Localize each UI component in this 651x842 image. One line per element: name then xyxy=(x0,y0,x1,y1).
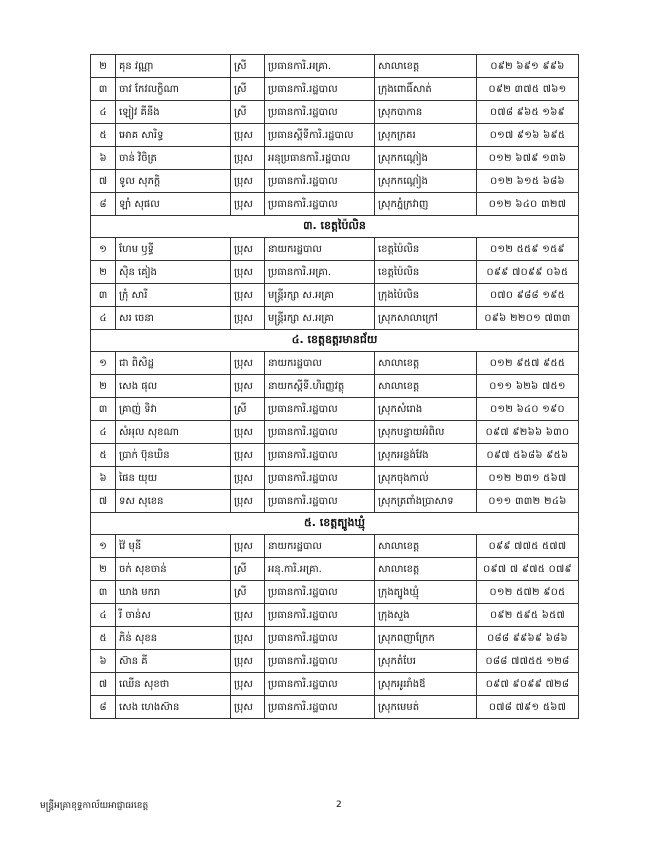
table-row xyxy=(91,307,579,330)
official-gender: ប្រុស xyxy=(231,421,265,444)
official-phone: ០១២ ៦១៥ ៦៨៦ xyxy=(477,170,579,193)
official-location: ស្រុកពញាក្រែក xyxy=(375,627,477,650)
official-position: ប្រធានការិ.រដ្ឋបាល xyxy=(265,581,375,604)
official-gender: ស្រី xyxy=(231,581,265,604)
official-gender: ប្រុស xyxy=(231,673,265,696)
official-location: ស្រុកសាលាក្រៅ xyxy=(375,307,477,330)
official-position: ប្រធានការិ.រដ្ឋបាល xyxy=(265,604,375,627)
officials-table-body xyxy=(91,55,579,719)
row-number: ៨ xyxy=(91,193,116,216)
official-location: ស្រុកបាកាន xyxy=(375,101,477,124)
official-phone: ០៧០ ៩៨៨ ១៩៥ xyxy=(477,284,579,307)
official-gender: ប្រុស xyxy=(231,307,265,330)
row-number: ៥ xyxy=(91,627,116,650)
official-position: មន្ត្រីរក្សា ស.អគ្រា xyxy=(265,307,375,330)
row-number: ៦ xyxy=(91,467,116,490)
official-phone: ០៩៧ ៩០៩៩ ៧២៨ xyxy=(477,673,579,696)
official-name: ឃាង មករា xyxy=(116,581,231,604)
official-gender: ប្រុស xyxy=(231,490,265,513)
official-position: ប្រធានការិ.រដ្ឋបាល xyxy=(265,650,375,673)
official-position: អនុប្រធានការិ.រដ្ឋបាល xyxy=(265,147,375,170)
official-name: សេង ហេងស៊ាន xyxy=(116,696,231,719)
official-name: ឡាំ សុផល xyxy=(116,193,231,216)
table-row xyxy=(91,124,579,147)
official-position: ប្រធានការិ.រដ្ឋបាល xyxy=(265,467,375,490)
table-row xyxy=(91,375,579,398)
official-position: ប្រធានការិ.រដ្ឋបាល xyxy=(265,101,375,124)
official-location: សាលាខេត្ត xyxy=(375,558,477,581)
table-row xyxy=(91,535,579,558)
official-location: ស្រុកកណ្តៀង xyxy=(375,147,477,170)
official-position: នាយករដ្ឋបាល xyxy=(265,535,375,558)
official-location: សាលាខេត្ត xyxy=(375,375,477,398)
official-phone: ០៩២ ៥៩៥ ៦៥៧ xyxy=(477,604,579,627)
official-gender: ប្រុស xyxy=(231,170,265,193)
official-gender: ប្រុស xyxy=(231,193,265,216)
official-phone: ០១២ ២៣១ ៥៦៧ xyxy=(477,467,579,490)
official-location: សាលាខេត្ត xyxy=(375,55,477,78)
page-footer xyxy=(40,800,611,816)
row-number: ១ xyxy=(91,535,116,558)
row-number: ២ xyxy=(91,261,116,284)
official-name: អោគ សារិទ្ធ xyxy=(116,124,231,147)
official-position: ប្រធានការិ.រដ្ឋបាល xyxy=(265,170,375,193)
official-name: សេង ផុល xyxy=(116,375,231,398)
official-location: ស្រុកក្រគរ xyxy=(375,124,477,147)
official-position: នាយករដ្ឋបាល xyxy=(265,352,375,375)
official-position: ប្រធានការិ.រដ្ឋបាល xyxy=(265,78,375,101)
row-number: ៧ xyxy=(91,673,116,696)
official-gender: ប្រុស xyxy=(231,238,265,261)
province-section-title: ៣. ខេត្តប៉ៃលិន xyxy=(91,216,579,238)
row-number: ៦ xyxy=(91,650,116,673)
official-phone: ០១២ ៦៧៩ ១៣៦ xyxy=(477,147,579,170)
official-name: សំអុល សុខណា xyxy=(116,421,231,444)
official-name: ចក់ សុខចាន់ xyxy=(116,558,231,581)
official-position: ប្រធានស្តីទីការិ.រដ្ឋបាល xyxy=(265,124,375,147)
row-number: ៥ xyxy=(91,124,116,147)
table-row xyxy=(91,170,579,193)
official-position: ប្រធានការិ.រដ្ឋបាល xyxy=(265,673,375,696)
official-position: ប្រធានការិ.រដ្ឋបាល xyxy=(265,398,375,421)
official-phone: ០៩៩ ៧០៩៩ ០៦៥ xyxy=(477,261,579,284)
official-phone: ០៩៧ ៥៦៨៦ ៩៥៦ xyxy=(477,444,579,467)
official-location: ក្រុងពោធិ៍សាត់ xyxy=(375,78,477,101)
official-name: គ្រាញ់ ទិវា xyxy=(116,398,231,421)
table-row xyxy=(91,673,579,696)
official-name: សរ ចេនា xyxy=(116,307,231,330)
official-name: ជា ពិសិដ្ឋ xyxy=(116,352,231,375)
table-row xyxy=(91,604,579,627)
table-row xyxy=(91,696,579,719)
official-name: ចាន់ វិចិត្រ xyxy=(116,147,231,170)
official-name: ស៊ិន គៀង xyxy=(116,261,231,284)
province-section-header xyxy=(91,513,579,535)
official-name: វ៉ៃ មុនី xyxy=(116,535,231,558)
row-number: ៤ xyxy=(91,604,116,627)
official-phone: ០៧៨ ៧៩១ ៥៦៧ xyxy=(477,696,579,719)
row-number: ៧ xyxy=(91,170,116,193)
official-name: ហែម ឫទ្ធី xyxy=(116,238,231,261)
official-gender: ប្រុស xyxy=(231,147,265,170)
official-location: ស្រុកអូររាំងឪ xyxy=(375,673,477,696)
official-position: ប្រធានការិ.រដ្ឋបាល xyxy=(265,444,375,467)
row-number: ៤ xyxy=(91,307,116,330)
official-location: ស្រុកកណ្ដៀង xyxy=(375,170,477,193)
official-position: ប្រធានការិ.អគ្រា. xyxy=(265,261,375,284)
official-position: នាយករដ្ឋបាល xyxy=(265,238,375,261)
official-position: ប្រធានការិ.រដ្ឋបាល xyxy=(265,490,375,513)
official-name: ក្រុំ សារី xyxy=(116,284,231,307)
official-phone: ០៩៧ ៩២៦៦ ៦៣០ xyxy=(477,421,579,444)
official-phone: ០៩៩ ៧៧៥ ៥៧៧ xyxy=(477,535,579,558)
official-gender: ប្រុស xyxy=(231,284,265,307)
official-name: រី ចាន់ស xyxy=(116,604,231,627)
table-row xyxy=(91,352,579,375)
official-position: ប្រធានការិ.អគ្រា. xyxy=(265,55,375,78)
official-location: ក្រុងប៉ៃលិន xyxy=(375,284,477,307)
official-phone: ០១២ ៦៤០ ១៩០ xyxy=(477,398,579,421)
official-position: អនុ.ការិ.អគ្រា. xyxy=(265,558,375,581)
official-location: ស្រុកអន្លង់វែង xyxy=(375,444,477,467)
row-number: ៣ xyxy=(91,284,116,307)
province-section-header xyxy=(91,216,579,238)
official-phone: ០១១ ៣៣២ ២៤៦ xyxy=(477,490,579,513)
table-row xyxy=(91,147,579,170)
row-number: ៥ xyxy=(91,444,116,467)
official-phone: ០៩៧ ៧ ៩៧៥ ០៧៩ xyxy=(477,558,579,581)
official-phone: ០៩២ ៣៧៥ ៧៦១ xyxy=(477,78,579,101)
official-gender: ប្រុស xyxy=(231,650,265,673)
official-location: ក្រុងត្បូងឃ្មុំ xyxy=(375,581,477,604)
official-gender: ប្រុស xyxy=(231,352,265,375)
official-phone: ០៩៦ ២២០១ ៧៣៣ xyxy=(477,307,579,330)
official-gender: ស្រី xyxy=(231,55,265,78)
official-name: ឈើន សុខថា xyxy=(116,673,231,696)
row-number: ២ xyxy=(91,55,116,78)
official-name: ទូល សុភក្តិ xyxy=(116,170,231,193)
official-name: គុន វណ្ណា xyxy=(116,55,231,78)
official-phone: ០៩២ ៦៩១ ៩៩៦ xyxy=(477,55,579,78)
official-location: ស្រុកភ្នំក្រវាញ xyxy=(375,193,477,216)
row-number: ៨ xyxy=(91,696,116,719)
official-name: ឡៀវ គីនីង xyxy=(116,101,231,124)
row-number: ៤ xyxy=(91,421,116,444)
official-phone: ០៨៨ ៩៩៦៩ ៦៨៦ xyxy=(477,627,579,650)
official-location: ខេត្តប៉ៃលិន xyxy=(375,261,477,284)
official-position: ប្រធានការិ.រដ្ឋបាល xyxy=(265,421,375,444)
official-position: នាយកស្តីទី.ហិរញ្ញវត្ថុ xyxy=(265,375,375,398)
official-location: ស្រុកចុងកាល់ xyxy=(375,467,477,490)
row-number: ២ xyxy=(91,558,116,581)
official-gender: ស្រី xyxy=(231,558,265,581)
official-gender: ប្រុស xyxy=(231,444,265,467)
official-phone: ០១២ ៥៧២ ៩០៥ xyxy=(477,581,579,604)
official-location: ខេត្តប៉ៃលិន xyxy=(375,238,477,261)
official-gender: ប្រុស xyxy=(231,467,265,490)
official-location: សាលាខេត្ត xyxy=(375,535,477,558)
row-number: ៣ xyxy=(91,78,116,101)
official-name: ផៃន យុយ xyxy=(116,467,231,490)
table-row xyxy=(91,444,579,467)
table-row xyxy=(91,261,579,284)
table-row xyxy=(91,650,579,673)
table-row xyxy=(91,284,579,307)
table-row xyxy=(91,398,579,421)
official-gender: ស្រី xyxy=(231,398,265,421)
table-row xyxy=(91,490,579,513)
row-number: ៦ xyxy=(91,147,116,170)
official-location: ស្រុកបន្ទាយអំពិល xyxy=(375,421,477,444)
row-number: ៤ xyxy=(91,101,116,124)
official-gender: ប្រុស xyxy=(231,375,265,398)
official-location: សាលាខេត្ត xyxy=(375,352,477,375)
province-section-title: ៥. ខេត្តត្បូងឃ្មុំ xyxy=(91,513,579,535)
official-position: ប្រធានការិ.រដ្ឋបាល xyxy=(265,193,375,216)
table-row xyxy=(91,558,579,581)
official-gender: ប្រុស xyxy=(231,124,265,147)
row-number: ៣ xyxy=(91,398,116,421)
official-gender: ប្រុស xyxy=(231,696,265,719)
official-position: មន្ត្រីរក្សា ស.អគ្រា xyxy=(265,284,375,307)
page-number: 2 xyxy=(336,800,342,810)
official-phone: ០១១ ៦២៦ ៧៥១ xyxy=(477,375,579,398)
official-phone: ០១២ ៦៤០ ៣២៧ xyxy=(477,193,579,216)
table-row xyxy=(91,78,579,101)
table-row xyxy=(91,581,579,604)
official-phone: ០៨៨ ៧៧៥៥ ១២៨ xyxy=(477,650,579,673)
official-name: ភិន់ សុខន xyxy=(116,627,231,650)
table-row xyxy=(91,193,579,216)
official-name: ចាវ កែវលក្ខិណា xyxy=(116,78,231,101)
official-position: ប្រធានការិ.រដ្ឋបាល xyxy=(265,696,375,719)
row-number: ១ xyxy=(91,238,116,261)
row-number: ៣ xyxy=(91,581,116,604)
official-phone: ០១២ ៥៥៩ ១៥៩ xyxy=(477,238,579,261)
province-section-header xyxy=(91,330,579,352)
table-row xyxy=(91,421,579,444)
official-gender: ប្រុស xyxy=(231,604,265,627)
official-name: ស៊ាន គី xyxy=(116,650,231,673)
official-location: ក្រុងសួង xyxy=(375,604,477,627)
official-location: ស្រុកតំបែរ xyxy=(375,650,477,673)
official-phone: ០៧៨ ៩៦៥ ១៦៩ xyxy=(477,101,579,124)
official-gender: ប្រុស xyxy=(231,627,265,650)
table-row xyxy=(91,627,579,650)
official-gender: ប្រុស xyxy=(231,261,265,284)
table-row xyxy=(91,467,579,490)
officials-table xyxy=(90,54,579,719)
footer-organization: មន្ត្រីអគ្រាខុទ្ទកាល័យអាជ្ញាធរខេត្ត xyxy=(40,801,149,811)
official-position: ប្រធានការិ.រដ្ឋបាល xyxy=(265,627,375,650)
official-location: ស្រុកមេមត់ xyxy=(375,696,477,719)
official-gender: ប្រុស xyxy=(231,535,265,558)
official-location: ស្រុកសំរោង xyxy=(375,398,477,421)
row-number: ២ xyxy=(91,375,116,398)
official-phone: ០១៧ ៩១៦ ៦៩៥ xyxy=(477,124,579,147)
official-gender: ស្រី xyxy=(231,78,265,101)
official-name: ប្រាក់ ប៊ុនឃិន xyxy=(116,444,231,467)
official-gender: ស្រី xyxy=(231,101,265,124)
table-row xyxy=(91,238,579,261)
row-number: ៧ xyxy=(91,490,116,513)
official-name: ទស សុខេន xyxy=(116,490,231,513)
table-row xyxy=(91,55,579,78)
row-number: ១ xyxy=(91,352,116,375)
province-section-title: ៤. ខេត្តឧត្តរមានជ័យ xyxy=(91,330,579,352)
table-row xyxy=(91,101,579,124)
official-phone: ០១២ ៩៥៧ ៩៥៥ xyxy=(477,352,579,375)
official-location: ស្រុកត្រពាំងប្រាសាទ xyxy=(375,490,477,513)
